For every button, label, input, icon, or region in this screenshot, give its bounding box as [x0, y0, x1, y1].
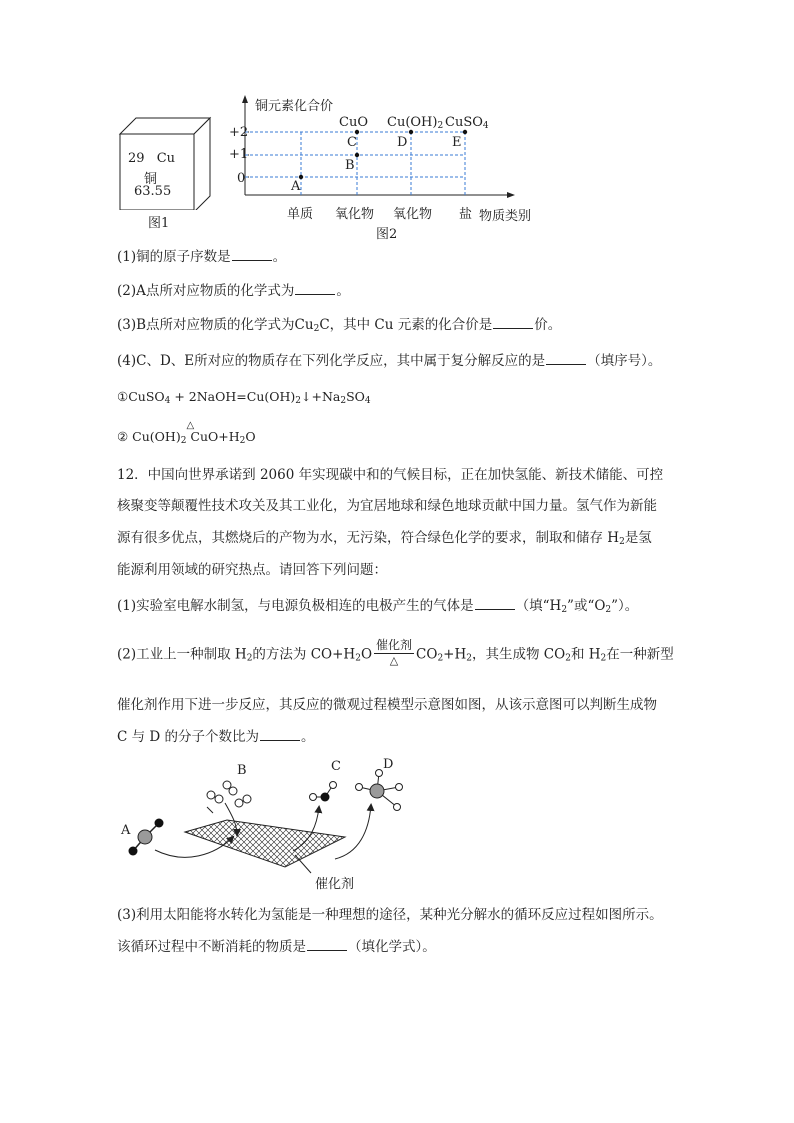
figure-2	[225, 95, 545, 245]
answer-blank[interactable]	[307, 938, 347, 951]
label-a: A	[291, 179, 301, 194]
q12-line4: 能源利用领域的研究热点。请回答下列问题：	[117, 562, 387, 578]
answer-blank[interactable]	[475, 597, 515, 610]
label-c: C	[347, 135, 357, 150]
label-b: B	[345, 158, 355, 173]
x-category-3: 氧化物	[393, 207, 433, 222]
catalyst-surface	[185, 820, 345, 867]
y-axis-label: 铜元素化合价	[255, 99, 334, 114]
label-mol-c: C	[331, 759, 341, 774]
q12-part3-line1: (3)利用太阳能将水转化为氢能是一种理想的途径，某种光分解水的循环反应过程如图所示。	[117, 907, 663, 923]
answer-blank[interactable]	[260, 728, 300, 741]
point-b	[355, 153, 359, 157]
q12-part2-line2: 催化剂作用下进一步反应，其反应的微观过程模型示意图如图，从该示意图可以判断生成物	[117, 697, 657, 713]
q12-line1: 12．中国向世界承诺到 2060 年实现碳中和的气候目标，正在加快氢能、新技术储能、可控	[117, 467, 664, 483]
molecule-c	[310, 782, 337, 802]
point-e	[463, 130, 467, 134]
catalyst-reaction-illustration	[115, 755, 425, 895]
q12-part2: (2)工业上一种制取 $H_2$的方法为 $CO+H_2O$ $\frac{\text{催化剂}}{\triangle}$ $CO_2+H_2$，其生成物 $CO_2$和 $H_2$在一种新型	[117, 638, 674, 667]
label-cuoh2: $Cu(OH)_2$	[387, 115, 444, 131]
y-tick-plus2: +2	[229, 125, 249, 140]
element-name: 铜	[144, 172, 158, 187]
molecule-d	[356, 770, 403, 811]
x-category-2: 氧化物	[335, 207, 375, 222]
x-axis-label: 物质类别	[479, 209, 532, 224]
element-symbol: Cu	[156, 151, 176, 166]
label-mol-d: D	[383, 757, 394, 772]
q12-line3: 源有很多优点，其燃烧后的产物为水，无污染，符合绿色化学的要求，制取和储存 $H_2$是氢	[117, 530, 652, 547]
label-mol-a: A	[121, 823, 131, 838]
molecule-a	[129, 819, 164, 856]
point-c	[355, 130, 359, 134]
point-d	[409, 130, 413, 134]
figure-1-caption: 图1	[148, 216, 170, 231]
label-mol-b: B	[237, 763, 247, 778]
answer-blank[interactable]	[546, 352, 586, 365]
equation-2: ② $Cu(OH)_2$ △ $CuO+H_2O$	[117, 420, 256, 446]
q12-part2-line3: C 与 D 的分子个数比为 。	[117, 729, 315, 745]
equation-1: ①CuSO$_4$ + $2NaOH=Cu(OH)_2↓+Na_2SO_4$	[117, 389, 371, 406]
q12-line2: 核聚变等颠覆性技术攻关及其工业化，为宜居地球和绿色地球贡献中国力量。氢气作为新能	[117, 498, 657, 514]
molecule-b	[207, 781, 251, 813]
reaction-condition: $\frac{\text{催化剂}}{\triangle}$	[376, 638, 413, 667]
q12-part3-line2: 该循环过程中不断消耗的物质是 （填化学式）。	[117, 939, 436, 955]
q11-part4: (4)C、D、E所对应的物质存在下列化学反应，其中属于复分解反应的是 （填序号）。	[117, 353, 662, 369]
q11-part3: (3)B点所对应物质的化学式为$Cu_2C$，其中 Cu 元素的化合价是 价。	[117, 317, 562, 334]
molecular-diagram	[115, 755, 425, 895]
figure-1	[110, 110, 220, 230]
label-e: E	[452, 135, 462, 150]
label-cuso4: CuSO$_4$	[445, 115, 489, 131]
q12-part1: (1)实验室电解水制氢，与电源负极相连的电极产生的气体是 （填“$H_2$”或“$O_2$”）。	[117, 598, 639, 615]
x-category-1: 单质	[287, 207, 314, 222]
answer-blank[interactable]	[295, 282, 335, 295]
y-tick-plus1: +1	[229, 147, 249, 162]
answer-blank[interactable]	[232, 248, 272, 261]
q11-part2: (2)A点所对应物质的化学式为 。	[117, 283, 350, 299]
q11-part1: (1)铜的原子序数是 。	[117, 249, 287, 265]
y-tick-zero: 0	[237, 171, 246, 186]
label-d: D	[397, 135, 408, 150]
figure-2-caption: 图2	[376, 227, 398, 242]
catalyst-label: 催化剂	[315, 877, 355, 892]
label-cuo: CuO	[339, 115, 368, 130]
atomic-number: 29	[128, 151, 145, 166]
atomic-mass: 63.55	[134, 184, 172, 199]
answer-blank[interactable]	[493, 316, 533, 329]
x-category-4: 盐	[459, 207, 473, 222]
